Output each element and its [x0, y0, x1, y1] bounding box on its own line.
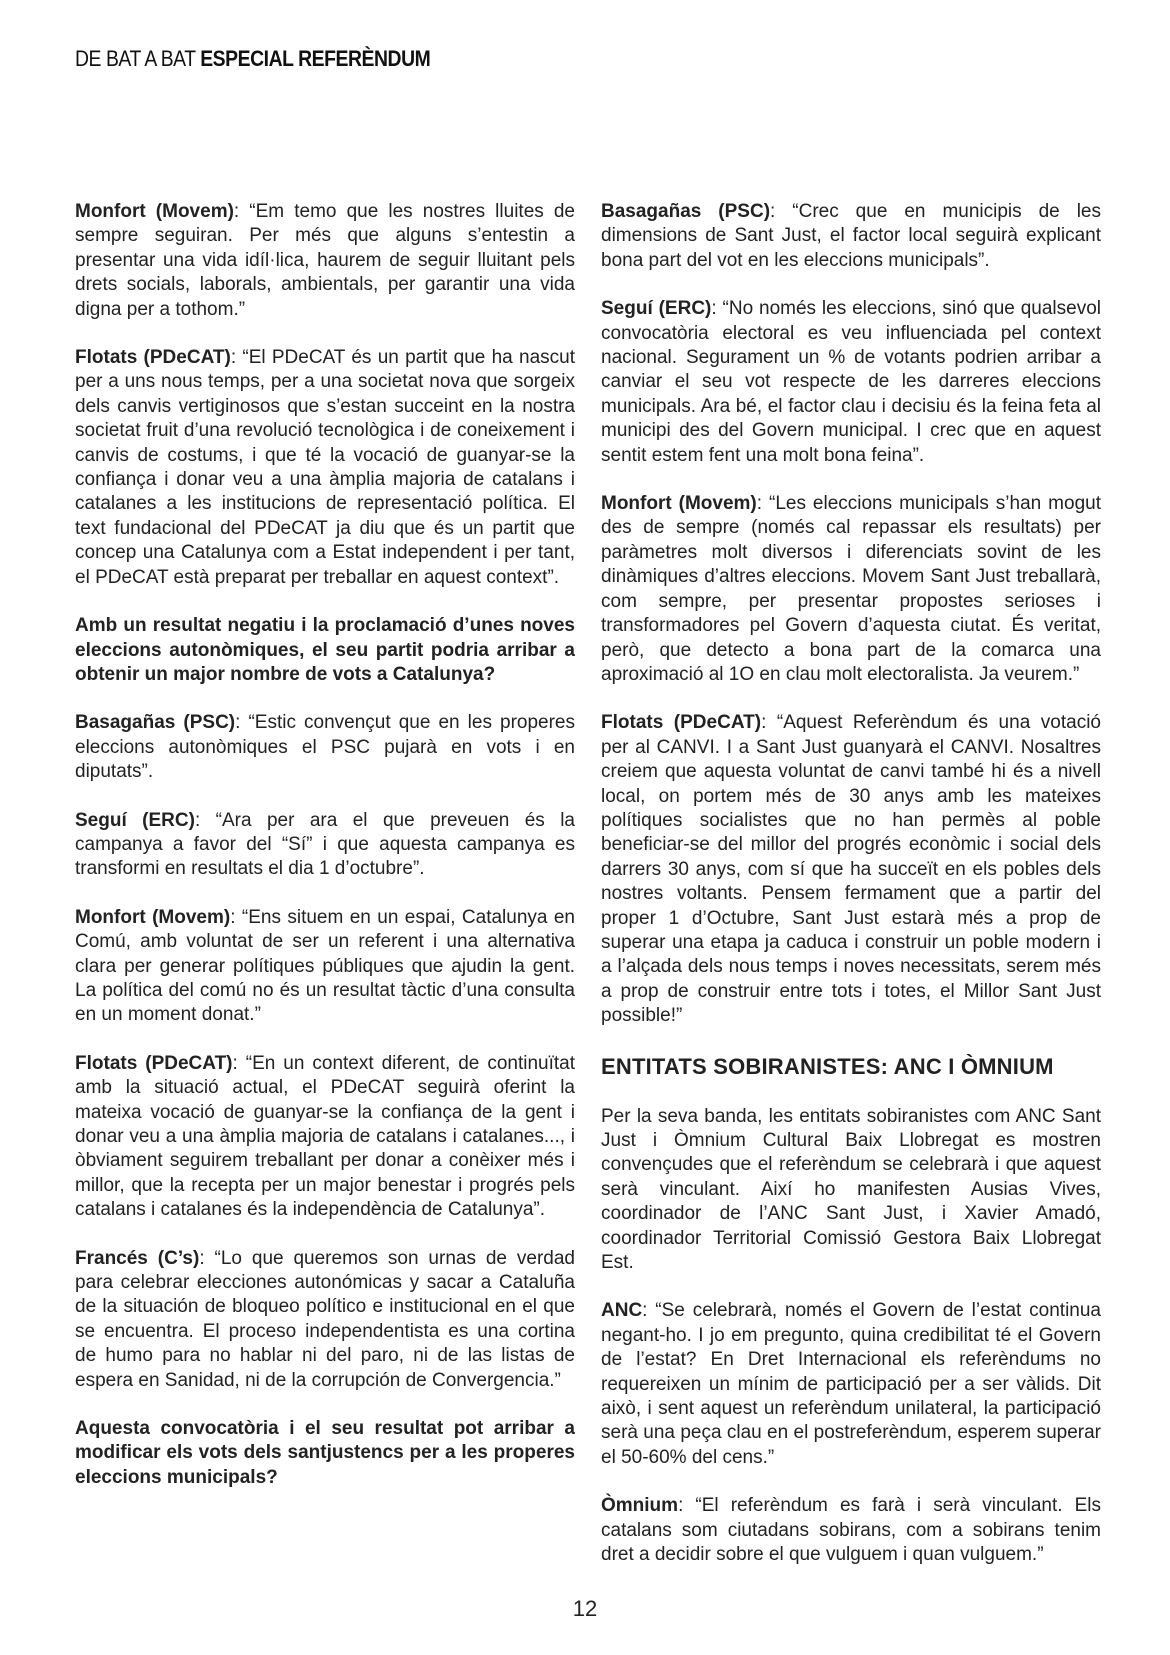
answer-paragraph — [75, 711, 575, 784]
speaker-name: Monfort (Movem) — [75, 906, 231, 928]
running-header — [75, 46, 430, 72]
speaker-name: Òmnium — [601, 1495, 679, 1517]
answer-text: : “Crec que en municipis de les dimensions de Sant Just, el factor local seguirà explicant bona part del vot en les eleccions municipals”. — [601, 201, 1101, 271]
body-paragraph: Per la seva banda, les entitats sobiranistes com ANC Sant Just i Òmnium Cultural Baix Llobregat es mostren convençudes que el referèndum se celebrarà i que aquest serà vinculant. Així ho manifesten Ausias Vives, coordinador de l’ANC Sant Just, i Xavier Amadó, coordinador Territorial Comissió Gestora Baix Llobregat Est. — [601, 1105, 1101, 1274]
answer-paragraph — [601, 1494, 1101, 1567]
answer-paragraph — [601, 711, 1101, 1028]
answer-text: : “Em temo que les nostres lluites de sempre seguiran. Per més que alguns s’entestin a presentar una vida idíl·lica, haurem de seguir lluitant pels drets socials, laborals, ambientals, per garantir una vida digna per a tothom.” — [75, 201, 575, 320]
speaker-name: Seguí (ERC) — [75, 809, 195, 831]
speaker-name: Seguí (ERC) — [601, 298, 712, 320]
answer-text: : “Lo que queremos son urnas de verdad para celebrar elecciones autonómicas y sacar a Cataluña de la situación de bloqueo político e institucional en el que se encuentra. El proceso independentista es una cortina de humo para no hablar ni del paro, ni de las listas de espera en Sanidad, ni de la corrupción de Convergencia.” — [75, 1247, 575, 1391]
section-heading: ENTITATS SOBIRANISTES: ANC I ÒMNIUM — [601, 1053, 1054, 1079]
speaker-name: Monfort (Movem) — [75, 201, 234, 222]
speaker-name: Francés (C’s) — [75, 1247, 200, 1269]
interview-question: Aquesta convocatòria i el seu resultat pot arribar a modificar els vots dels santjustencs per a les properes eleccions municipals? — [75, 1418, 575, 1488]
answer-paragraph — [601, 297, 1101, 468]
answer-paragraph — [75, 906, 575, 1028]
answer-paragraph — [75, 1052, 575, 1223]
answer-text: : “Ara per ara el que preveuen és la campanya a favor del “Sí” i que aquesta campanya es transformi en resultats el dia 1 d’octubre”. — [75, 809, 576, 880]
answer-paragraph — [75, 346, 575, 590]
answer-paragraph — [601, 1299, 1101, 1470]
left-column — [75, 200, 575, 1514]
answer-text: : “Ens situem en un espai, Catalunya en Comú, amb voluntat de ser un referent i una alternativa clara per generar polítiques públiques que ajudin la gent. La política del comú no és un resultat tàctic d’una consulta en un moment donat.” — [75, 906, 575, 1026]
answer-paragraph — [601, 492, 1101, 687]
speaker-name: Flotats (PDeCAT) — [75, 347, 231, 369]
answer-text: : “No només les eleccions, sinó que qualsevol convocatòria electoral es veu influenciada pel context nacional. Segurament un % de votants podrien arribar a canviar el seu vot respecte de les darreres eleccions municipals. Ara bé, el factor clau i decisiu és la feina feta al municipi des del Govern municipal. I crec que en aquest sentit estem fent una molt bona feina”. — [601, 298, 1102, 466]
page-number: 12 — [572, 1596, 598, 1621]
speaker-name: Flotats (PDeCAT) — [601, 712, 762, 734]
answer-text: : “En un context diferent, de continuïtat amb la situació actual, el PDeCAT seguirà oferint la mateixa vocació de guanyar-se la confiança de la gent i donar veu a una àmplia majoria de catalans i catalanes..., i òbviament seguirem treballant per donar a conèixer més i millor, que la recepta per un major benestar i progrés pels catalans i catalanes és la independència de Catalunya”. — [75, 1052, 575, 1221]
answer-text: : “Aquest Referèndum és una votació per al CANVI. I a Sant Just guanyarà el CANVI. Nosaltres creiem que aquesta voluntat de canvi també hi és a nivell local, on portem més de 30 anys amb les mateixes polítiques socialistes que no han permès al poble beneficiar-se del millor del progrés econòmic i social dels darrers 30 anys, com sí que ha succeït en els pobles dels nostres voltants. Pensem fermament que a partir del proper 1 d’Octubre, Sant Just estarà més a prop de superar una etapa ja caduca i construir un poble modern i a l’alçada dels nous temps i noves necessitats, serem més a prop de construir entre tots i totes, el Millor Sant Just possible!” — [601, 712, 1101, 1027]
speaker-name: ANC — [601, 1300, 643, 1322]
interview-question: Amb un resultat negatiu i la proclamació d’unes noves eleccions autonòmiques, el seu partit podria arribar a obtenir un major nombre de vots a Catalunya? — [75, 615, 575, 685]
answer-paragraph — [601, 200, 1101, 273]
answer-paragraph — [75, 809, 575, 882]
answer-paragraph — [75, 1247, 575, 1393]
speaker-name: Basagañas (PSC) — [75, 712, 236, 734]
speaker-name: Monfort (Movem) — [601, 493, 757, 515]
answer-text: : “El PDeCAT és un partit que ha nascut per a uns nous temps, per a una societat nova que sorgeix dels canvis vertiginosos que s’estan succeint en la nostra societat fruit d’una revolució tecnològica i de coneixement i canvis de costums, i que té la vocació de guanyar-se la confiança i donar veu a una àmplia majoria de catalans i catalanes a les institucions de representació política. El text fundacional del PDeCAT ja diu que és un partit que concep una Catalunya com a Estat independent i per tant, el PDeCAT està preparat per treballar en aquest context”. — [75, 347, 575, 588]
answer-text: : “Estic convençut que en les properes eleccions autonòmiques el PSC pujarà en vots i en diputats”. — [75, 712, 575, 783]
speaker-name: Flotats (PDeCAT) — [75, 1052, 233, 1074]
answer-paragraph — [75, 200, 575, 322]
header-title: ESPECIAL REFERÈNDUM — [200, 46, 431, 71]
answer-text: : “Les eleccions municipals s’han mogut des de sempre (només cal repassar els resultats) per paràmetres molt diversos i diferenciats sovint de les dinàmiques d’altres eleccions. Movem Sant Just treballarà, com sempre, per presentar propostes serioses i transformadores pel Govern d’aquesta ciutat. És veritat, però, que detecto a bona part de la comarca una aproximació al 1O en clau molt electoralista. Ja veurem.” — [601, 493, 1101, 685]
answer-text: : “El referèndum es farà i serà vinculant. Els catalans som ciutadans sobirans, com a sobirans tenim dret a decidir sobre el que vulguem i quan vulguem.” — [601, 1495, 1101, 1566]
header-prefix: DE BAT A BAT — [75, 46, 196, 71]
answer-text: : “Se celebrarà, només el Govern de l’estat continua negant-ho. I jo em pregunto, quina credibilitat té el Govern de l’estat? En Dret Internacional els referèndums no requereixen un mínim de participació per a ser vàlids. Dit això, i sent aquest un referèndum unilateral, la participació serà una peça clau en el postreferèndum, esperem superar el 50-60% del cens.” — [601, 1300, 1101, 1468]
speaker-name: Basagañas (PSC) — [601, 201, 771, 222]
right-column — [601, 200, 1101, 1592]
